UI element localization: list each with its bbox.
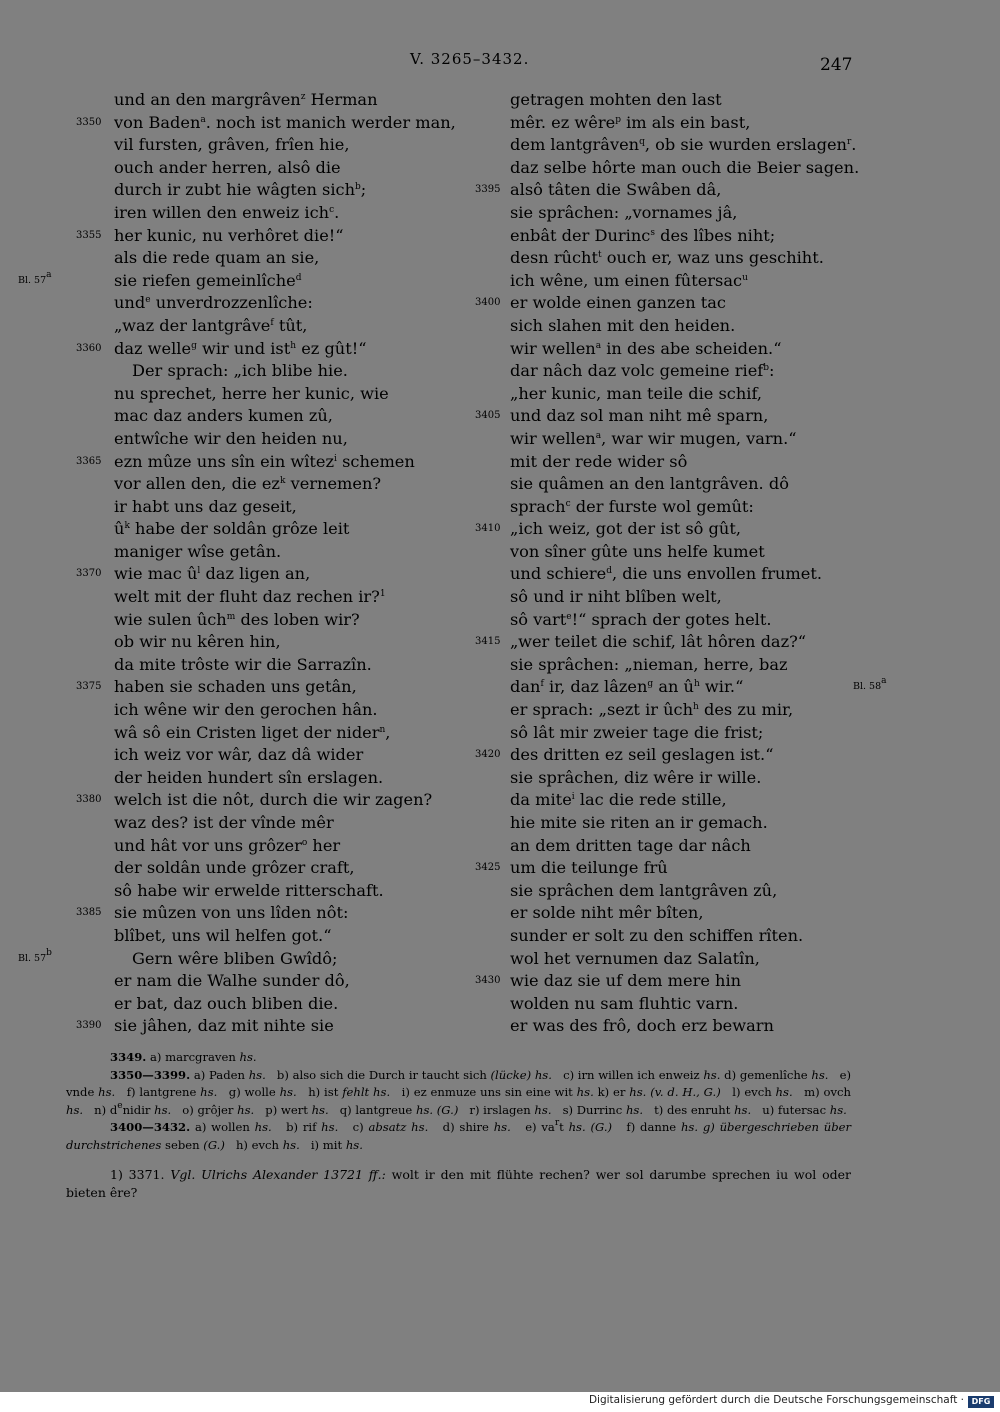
verse-line [30, 857, 475, 880]
line-number: 3355 [76, 229, 102, 241]
verse-text: entwîche wir den heiden nu, [114, 428, 348, 448]
verse-line [30, 112, 475, 135]
verse-text: Gern wêre bliben Gwîdô; [132, 948, 338, 968]
verse-line [470, 315, 890, 338]
verse-text: „waz der lantgrâve$^f$ tût, [114, 315, 308, 335]
verse-text: maniger wîse getân. [114, 541, 282, 561]
verse-line [30, 586, 475, 609]
verse-line [470, 993, 890, 1016]
verse-line [470, 676, 890, 699]
verse-text: und daz sol man niht mê sparn, [510, 406, 769, 426]
verse-text: getragen mohten den last [510, 90, 722, 109]
verse-line [470, 812, 890, 835]
verse-line [30, 631, 475, 654]
verse-line [30, 473, 475, 496]
verse-line [30, 789, 475, 812]
verse-text: als die rede quam an sie, [114, 248, 320, 268]
verse-text: daz selbe hôrte man ouch die Beier sagen. [510, 157, 860, 177]
verse-text: vil fursten, grâven, frîen hie, [114, 135, 350, 155]
verse-text: ir habt uns daz geseit, [114, 496, 297, 516]
verse-text: mêr. ez wêre$^p$ im als ein bast, [510, 112, 751, 132]
line-number: 3370 [76, 568, 102, 580]
verse-line [30, 383, 475, 406]
verse-line [470, 880, 890, 903]
line-number: 3405 [475, 410, 501, 422]
verse-text: der heiden hundert sîn erslagen. [114, 767, 384, 787]
verse-line [30, 676, 475, 699]
verse-line [30, 428, 475, 451]
verse-line [30, 722, 475, 745]
verse-text: dem lantgrâven$^q$, ob sie wurden erslagen$^r$. [510, 135, 857, 155]
verse-text: wie daz sie uf dem mere hin [510, 971, 742, 991]
verse-line [18, 947, 475, 971]
verse-line [470, 134, 890, 157]
verse-text: sô vart$^e$!“ sprach der gotes helt. [510, 609, 772, 629]
verse-line [30, 292, 475, 315]
verse-text: und$^e$ unverdrozzenlîche: [114, 293, 313, 313]
verse-text: sunder er solt zu den schiffen rîten. [510, 925, 804, 945]
verse-line [30, 315, 475, 338]
verse-line [470, 925, 890, 948]
folio-marker: Bl. 58$^a$ [853, 676, 887, 693]
verse-line [470, 902, 890, 925]
apparatus-entry: 3349. a) marcgraven hs. [110, 1050, 257, 1064]
verse-line [30, 157, 475, 180]
verse-text: der soldân unde grôzer craft, [114, 858, 355, 878]
footer-bar [0, 1392, 1000, 1412]
verse-text: er was des frô, doch erz bewarn [510, 1016, 774, 1036]
verse-text: er sprach: „sezt ir ûch$^h$ des zu mir, [510, 700, 794, 720]
verse-line [30, 699, 475, 722]
verse-line [30, 1015, 475, 1038]
verse-text: sô lât mir zweier tage die frist; [510, 722, 764, 742]
verse-text: an dem dritten tage dar nâch [510, 835, 751, 855]
line-number: 3425 [475, 862, 501, 874]
verse-line [470, 247, 890, 270]
verse-line [470, 631, 890, 654]
line-number: 3415 [475, 636, 501, 648]
verse-line [30, 993, 475, 1016]
verse-text: „ich weiz, got der ist sô gût, [510, 519, 741, 539]
verse-text: sie sprâchen: „vornames jâ, [510, 202, 738, 222]
verse-line [30, 134, 475, 157]
verse-text: wolden nu sam fluhtic varn. [510, 993, 739, 1013]
verse-line [470, 586, 890, 609]
verse-text: sie quâmen an den lantgrâven. dô [510, 474, 789, 494]
verse-line [30, 835, 475, 858]
verse-text: sie sprâchen dem lantgrâven zû, [510, 880, 778, 900]
line-number: 3430 [475, 975, 501, 987]
line-number: 3380 [76, 794, 102, 806]
page-number: 247 [820, 55, 853, 75]
verse-line [30, 405, 475, 428]
verse-text: enbât der Durinc$^s$ des lîbes niht; [510, 225, 776, 245]
verse-line [470, 202, 890, 225]
verse-text: ob wir nu kêren hin, [114, 632, 281, 652]
verse-line [470, 699, 890, 722]
verse-text: sô habe wir erwelde ritterschaft. [114, 880, 384, 900]
verse-text: alsô tâten die Swâben dâ, [510, 180, 722, 200]
verse-text: desn rûcht$^t$ ouch er, waz uns geschiht. [510, 248, 824, 268]
verse-line [470, 722, 890, 745]
verse-line [470, 225, 890, 248]
verse-line [30, 880, 475, 903]
verse-text: ich weiz vor wâr, daz dâ wider [114, 745, 364, 765]
verse-text: sie sprâchen: „nieman, herre, baz [510, 654, 788, 674]
verse-line [470, 292, 890, 315]
verse-text: und an den margrâven$^z$ Herman [114, 90, 378, 109]
verse-line [30, 767, 475, 790]
verse-line [470, 89, 890, 112]
verse-line [18, 269, 475, 293]
verse-line [470, 179, 890, 202]
verse-line [470, 405, 890, 428]
verse-line [30, 451, 475, 474]
verse-text: „her kunic, man teile die schif, [510, 383, 763, 403]
verse-line [470, 948, 890, 971]
verse-text: sie mûzen von uns lîden nôt: [114, 903, 349, 923]
verse-line [470, 857, 890, 880]
left-verse-column [18, 89, 475, 1038]
line-number: 3390 [76, 1020, 102, 1032]
verse-line [30, 563, 475, 586]
verse-text: er bat, daz ouch bliben die. [114, 993, 339, 1013]
verse-line [470, 360, 890, 383]
verse-text: welch ist die nôt, durch die wir zagen? [114, 790, 433, 810]
verse-text: wir wellen$^a$, war wir mugen, varn.“ [510, 428, 797, 448]
verse-text: sô und ir niht blîben welt, [510, 587, 722, 607]
apparatus-entry: 3400—3432. a) wollen hs. b) rif hs. c) absatz hs. d) shire hs. e) $va^rt$ hs. (G.) f) danne hs. g) übergeschrieben über durchstrichenes seben (G.) h) evch hs. i) mit hs. [66, 1118, 852, 1152]
verse-line [30, 247, 475, 270]
verse-text: her kunic, nu verhôret die!“ [114, 225, 344, 245]
line-number: 3410 [475, 523, 501, 535]
verse-text: sie riefen gemeinlîche$^d$ [114, 270, 302, 290]
verse-line [30, 970, 475, 993]
verse-text: dar nâch daz volc gemeine rief$^b$: [510, 361, 775, 381]
folio-marker: Bl. 57$^b$ [18, 947, 52, 964]
verse-text: iren willen den enweiz ich$^c$. [114, 202, 340, 222]
verse-text: $û^k$ habe der soldân grôze leit [114, 519, 350, 539]
verse-text: nu sprechet, herre her kunic, wie [114, 383, 389, 403]
footnote: 1) 3371. Vgl. Ulrichs Alexander 13721 ff.: wolt ir den mit flühte rechen? wer sol darumbe sprechen iu wol oder bieten êre? [66, 1167, 851, 1200]
verse-text: er solde niht mêr bîten, [510, 903, 704, 923]
verse-text: sich slahen mit den heiden. [510, 315, 736, 335]
verse-line [470, 609, 890, 632]
verse-text: vor allen den, die $ez^k$ vernemen? [114, 474, 382, 494]
verse-line [470, 789, 890, 812]
dfg-logo: DFG [968, 1396, 994, 1408]
apparatus-entry: 3350—3399. a) Paden hs. b) also sich die Durch ir taucht sich (lücke) hs. c) irn willen ich enweiz hs. d) gemenlîche hs. e) vnde hs. f) lantgrene hs. g) wolle hs. h) ist fehlt hs. i) ez enmuze uns sin eine wit hs. k) er hs. (v. d. H., G.) l) evch hs. m) ovch hs. n) $d^enidir$ hs. o) grôjer hs. p) wert hs. q) lantgreue hs. (G.) r) irslagen hs. s) Durrinc hs. t) des enruht hs. u) futersac hs. [66, 1067, 852, 1117]
critical-apparatus [66, 1049, 851, 1202]
verse-text: „wer teilet die schif, lât hôren daz?“ [510, 632, 807, 652]
verse-line [30, 225, 475, 248]
verse-line [470, 1015, 890, 1038]
verse-line [470, 835, 890, 858]
verse-text: er wolde einen ganzen tac [510, 293, 727, 313]
verse-line [470, 157, 890, 180]
line-number: 3350 [76, 116, 102, 128]
verse-line [470, 654, 890, 677]
verse-text: dan$^f$ ir, daz lâzen$^g$ an $û^h$ wir.“ [510, 677, 744, 697]
verse-text: da mite$^i$ lac die rede stille, [510, 790, 727, 810]
verse-line [470, 112, 890, 135]
verse-text: wâ sô ein Cristen liget der nider$^n$, [114, 722, 391, 742]
verse-text: wir wellen$^a$ in des abe scheiden.“ [510, 338, 782, 358]
verse-line [470, 970, 890, 993]
verse-text: durch ir zubt hie wâgten sich$^b$; [114, 180, 367, 200]
line-number: 3385 [76, 907, 102, 919]
verse-line [470, 338, 890, 361]
verse-text: da mite trôste wir die Sarrazîn. [114, 654, 372, 674]
right-verse-column [470, 89, 890, 1038]
verse-line [30, 202, 475, 225]
line-number: 3400 [475, 297, 501, 309]
verse-line [470, 270, 890, 293]
verse-line [30, 609, 475, 632]
verse-text: des dritten ez seil geslagen ist.“ [510, 745, 774, 765]
verse-text: ouch ander herren, alsô die [114, 157, 341, 177]
verse-line [30, 518, 475, 541]
verse-text: sie jâhen, daz mit nihte sie [114, 1016, 334, 1036]
verse-line [470, 541, 890, 564]
verse-text: ich wêne, um einen fûtersac$^u$ [510, 270, 748, 290]
verse-text: sprach$^c$ der furste wol gemût: [510, 496, 754, 516]
verse-line [30, 744, 475, 767]
verse-text: hie mite sie riten an ir gemach. [510, 813, 768, 832]
verse-text: Der sprach: „ich blibe hie. [132, 361, 348, 381]
line-number: 3365 [76, 455, 102, 467]
verse-line [30, 496, 475, 519]
verse-text: mit der rede wider sô [510, 451, 688, 471]
verse-text: sie sprâchen, diz wêre ir wille. [510, 767, 762, 787]
verse-line [470, 451, 890, 474]
verse-text: und hât vor uns grôzer$^o$ her [114, 835, 341, 855]
footer-credit: Digitalisierung gefördert durch die Deutsche Forschungsgemeinschaft · [588, 1394, 964, 1406]
verse-text: ich wêne wir den gerochen hân. [114, 700, 378, 720]
verse-text: haben sie schaden uns getân, [114, 677, 357, 697]
verse-line [30, 902, 475, 925]
verse-text: wol het vernumen daz Salatîn, [510, 948, 760, 968]
verse-text: von Baden$^a$. noch ist manich werder man, [114, 112, 456, 132]
folio-marker: Bl. 57$^a$ [18, 269, 52, 286]
verse-text: er nam die Walhe sunder dô, [114, 971, 350, 991]
verse-line [470, 767, 890, 790]
verse-line [30, 654, 475, 677]
verse-line [30, 812, 475, 835]
line-number: 3395 [475, 184, 501, 196]
line-number: 3360 [76, 342, 102, 354]
verse-text: mac daz anders kumen zû, [114, 406, 333, 426]
verse-line [470, 428, 890, 451]
verse-line [30, 925, 475, 948]
verse-text: um die teilunge frû [510, 858, 668, 878]
verse-text: wie sulen ûch$^m$ des loben wir? [114, 609, 360, 629]
verse-text: wie mac $û^l$ daz ligen an, [114, 564, 311, 584]
line-number: 3375 [76, 681, 102, 693]
verse-text: daz welle$^g$ wir und ist$^h$ ez gût!“ [114, 338, 367, 358]
verse-line [470, 496, 890, 519]
verse-line [470, 744, 890, 767]
line-number: 3420 [475, 749, 501, 761]
verse-text: welt mit der fluht daz rechen ir?$^1$ [114, 587, 386, 607]
verse-line [30, 89, 475, 112]
verse-line [30, 338, 475, 361]
verse-text: von sîner gûte uns helfe kumet [510, 541, 765, 561]
verse-text: ezn mûze uns sîn ein wîtez$^i$ schemen [114, 451, 415, 471]
running-head: V. 3265–3432. [410, 50, 530, 68]
verse-line [30, 541, 475, 564]
verse-text: blîbet, uns wil helfen got.“ [114, 925, 332, 945]
verse-line [30, 360, 475, 383]
verse-line [470, 563, 890, 586]
verse-text: waz des? ist der vînde mêr [114, 813, 334, 832]
verse-line [470, 383, 890, 406]
verse-line [470, 518, 890, 541]
verse-text: und schiere$^d$, die uns envollen frumet. [510, 564, 822, 584]
verse-line [30, 179, 475, 202]
verse-line [470, 473, 890, 496]
